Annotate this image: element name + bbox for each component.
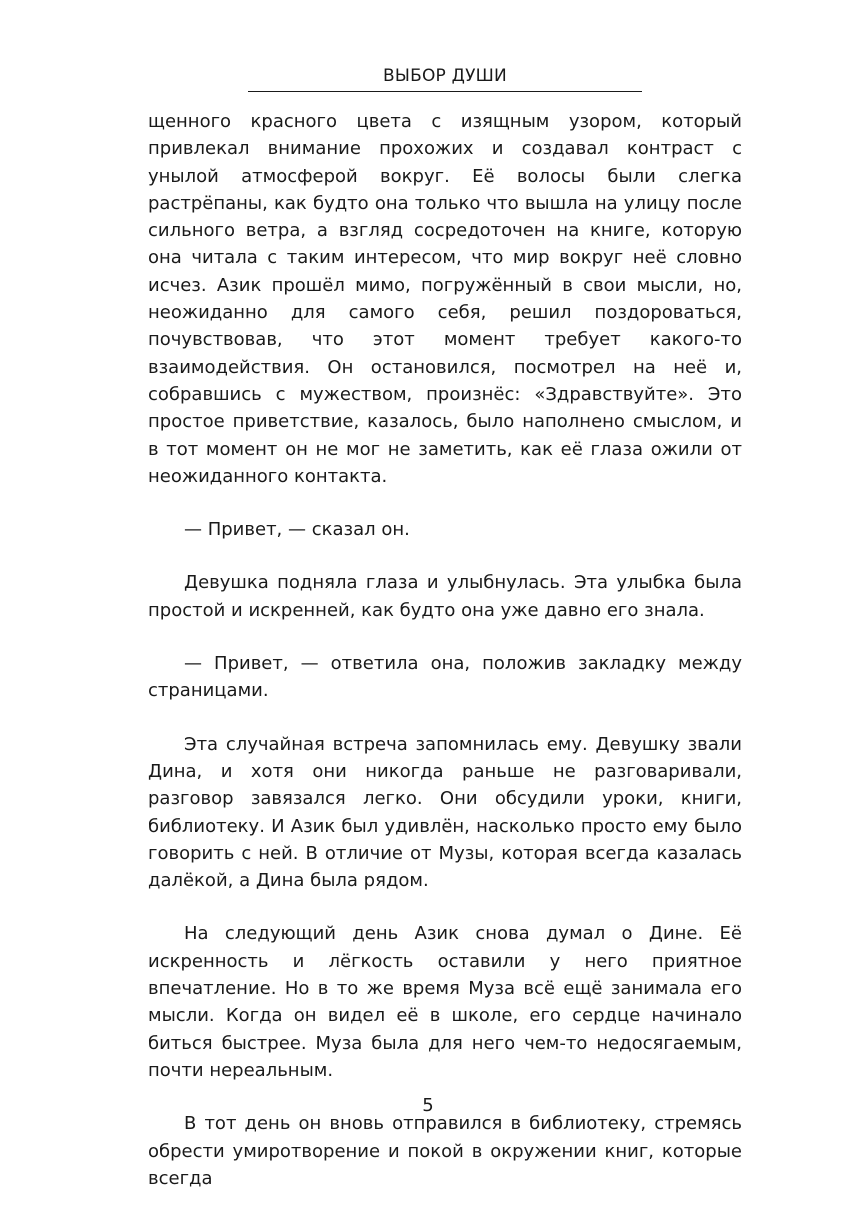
paragraph: В тот день он вновь отправился в библиотеку, стремясь обрести умиротворение и покой в окружении книг, которые всегда bbox=[148, 1113, 742, 1189]
running-head: ВЫБОР ДУШИ bbox=[383, 66, 507, 86]
paragraph: На следующий день Азик снова думал о Дине. Её искренность и лёгкость оставили у него приятное впечатление. Но в то же время Муза всё ещё занимала его мысли. Когда он видел её в школе, его сердце начинало биться быстрее. Муза была для него чем-то недосягаемым, почти нереальным. bbox=[148, 923, 742, 1081]
paragraph-dialogue: — Привет, — ответила она, положив закладку между страницами. bbox=[148, 653, 742, 702]
body-text bbox=[148, 108, 742, 1192]
paragraph-dialogue: — Привет, — сказал он. bbox=[184, 519, 410, 541]
paragraph: Эта случайная встреча запомнилась ему. Девушку звали Дина, и хотя они никогда раньше не разговаривали, разговор завязался легко. Они обсудили уроки, книги, библиотеку. И Азик был удивлён, насколько просто ему было говорить с ней. В отличие от Музы, которая всегда казалась далёкой, а Дина была рядом. bbox=[148, 733, 742, 892]
paragraph-continuation: щенного красного цвета с изящным узором, который привлекал внимание прохожих и создавал контраст с унылой атмосферой вокруг. Её волосы были слегка растрёпаны, как будто она только что вышла на улицу после сильного ветра, а взгляд сосредоточен на книге, которую она читала с таким интересом, что мир вокруг неё словно исчез. Азик прошёл мимо, погружённый в свои мысли, но, неожиданно для самого себя, решил поздороваться, почувствовав, что этот момент требует какого-то взаимодействия. Он остановился, посмотрел на неё и, собравшись с мужеством, произнёс: «Здравствуйте». Это простое приветствие, казалось, было наполнено смыслом, и в тот момент он не мог не заметить, как её глаза ожили от неожиданного контакта. bbox=[148, 111, 742, 487]
page-number: 5 bbox=[422, 1095, 434, 1116]
header-rule bbox=[248, 91, 642, 92]
paragraph: Девушка подняла глаза и улыбнулась. Эта улыбка была простой и искренней, как будто она уже давно его знала. bbox=[148, 572, 742, 621]
